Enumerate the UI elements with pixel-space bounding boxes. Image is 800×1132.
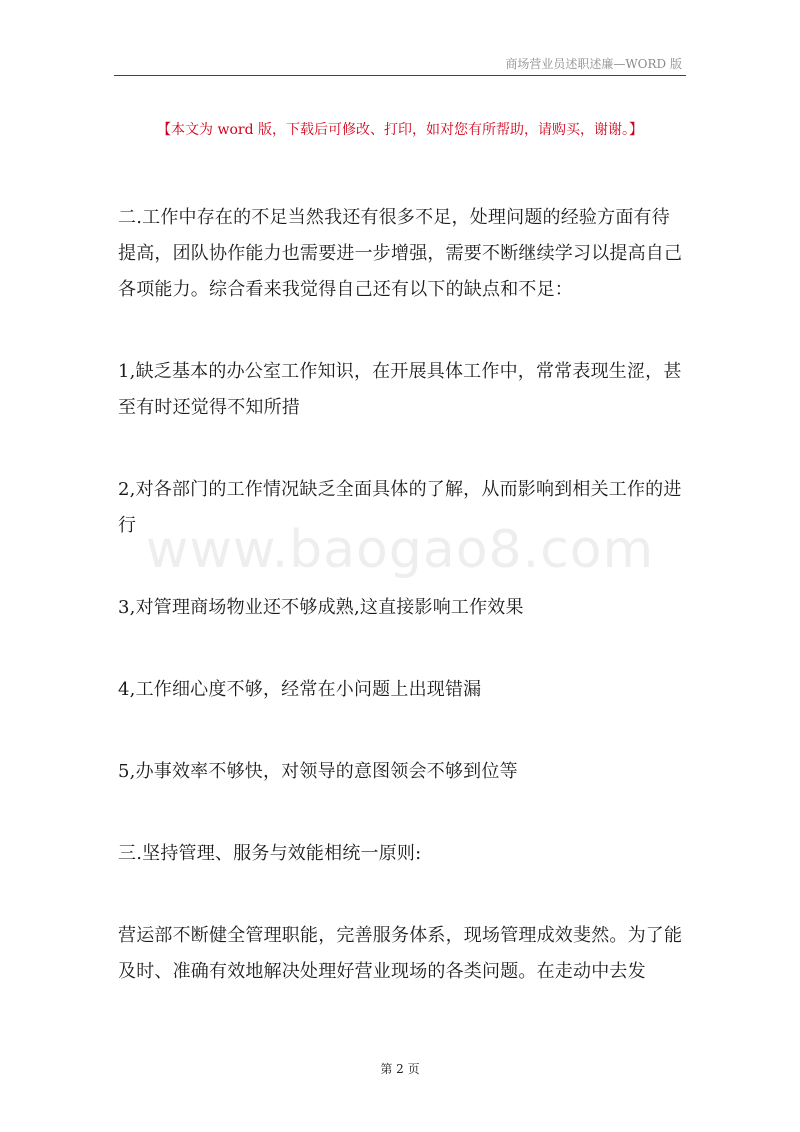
watermark: www.baogao8.com: [145, 520, 655, 580]
purchase-notice: 【本文为 word 版，下载后可修改、打印，如对您有所帮助，请购买，谢谢。】: [157, 122, 643, 138]
section-heading-3: 三.坚持管理、服务与效能相统一原则:: [118, 843, 422, 864]
paragraph-shortcomings-intro: 二.工作中存在的不足当然我还有很多不足，处理问题的经验方面有待提高，团队协作能力也需要进一步增强，需要不断继续学习以提高自己各项能力。综合看来我觉得自己还有以下的缺点和不足：: [118, 207, 683, 300]
list-item-2: 2,对各部门的工作情况缺乏全面具体的了解，从而影响到相关工作的进行: [118, 479, 682, 536]
list-item-5: 5,办事效率不够快，对领导的意图领会不够到位等: [118, 761, 518, 782]
list-item-4: 4,工作细心度不够，经常在小问题上出现错漏: [118, 679, 482, 700]
document-body: [118, 200, 684, 1036]
list-item-3: 3,对管理商场物业还不够成熟,这直接影响工作效果: [118, 597, 524, 618]
list-item-1: 1,缺乏基本的办公室工作知识，在开展具体工作中，常常表现生涩，甚至有时还觉得不知所措: [118, 361, 682, 418]
header-divider: [114, 75, 686, 76]
page-number: 第 2 页: [380, 1062, 420, 1076]
paragraph-operations: 营运部不断健全管理职能，完善服务体系，现场管理成效斐然。为了能及时、准确有效地解决处理好营业现场的各类问题。在走动中去发: [118, 925, 683, 982]
running-header: 商场营业员述职述廉—WORD 版: [505, 57, 682, 71]
